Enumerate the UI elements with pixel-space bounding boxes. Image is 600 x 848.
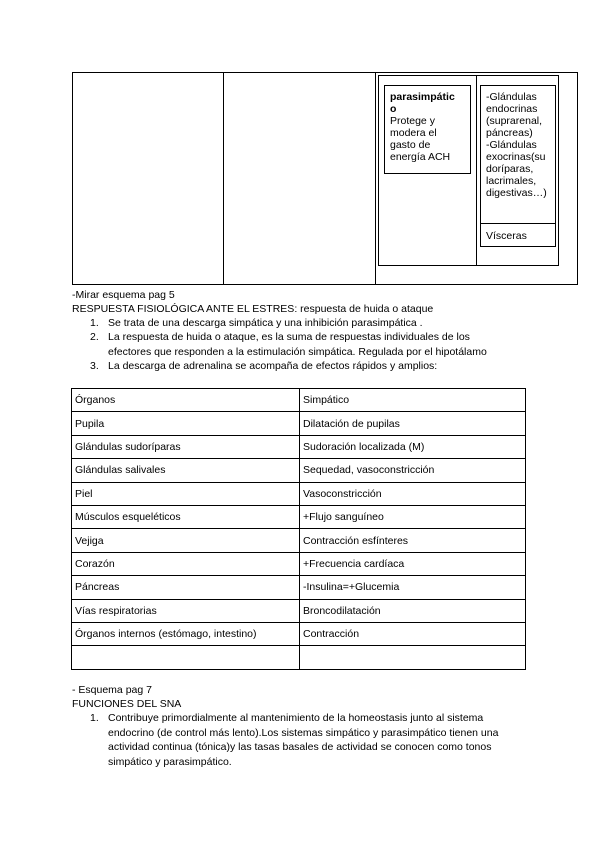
organ-table [71, 388, 526, 670]
glands-line: -Glándulas [486, 91, 537, 103]
effect-cell: +Frecuencia cardíaca [300, 552, 526, 575]
effect-cell: Contracción esfínteres [300, 529, 526, 552]
table-row [72, 576, 526, 599]
list-number: 1. [90, 317, 99, 329]
table-row [72, 622, 526, 645]
effect-cell: Broncodilatación [300, 599, 526, 622]
table-row [72, 552, 526, 575]
parasym-line: energía ACH [390, 151, 451, 163]
list-number: 2. [90, 331, 99, 343]
effect-cell [300, 646, 526, 670]
list-number: 3. [90, 360, 99, 372]
glands-line: (suprarenal, [486, 115, 543, 127]
glands-line: digestivas…) [486, 187, 547, 199]
table-row [72, 435, 526, 458]
list-item [108, 330, 538, 359]
top-table-divider-1 [223, 72, 224, 285]
list-item-line: La descarga de adrenalina se acompaña de efectos rápidos y amplios: [108, 360, 438, 372]
section2-heading: FUNCIONES DEL SNA [72, 698, 182, 710]
table-row [72, 599, 526, 622]
list-item-line: simpático y parasimpático. [108, 755, 232, 768]
top-table-divider-2 [375, 72, 376, 285]
effect-cell: Sudoración localizada (M) [300, 435, 526, 458]
glands-line: -Glándulas [486, 139, 537, 151]
glands-line: endocrinas [486, 103, 538, 115]
nested-table-divider [476, 75, 477, 266]
effect-cell: -Insulina=+Glucemia [300, 576, 526, 599]
organ-cell: Corazón [72, 552, 300, 575]
organ-cell: Órganos internos (estómago, intestino) [72, 622, 300, 645]
section1-ref: -Mirar esquema pag 5 [72, 289, 175, 301]
organ-cell: Vejiga [72, 529, 300, 552]
parasym-title-cont: o [390, 103, 397, 115]
parasym-line: modera el [390, 127, 437, 139]
glands-line: doríparas, [486, 163, 534, 175]
glands-cell-separator [480, 223, 556, 224]
organ-cell: Músculos esqueléticos [72, 505, 300, 528]
organ-cell: Vías respiratorias [72, 599, 300, 622]
organ-cell: Pupila [72, 412, 300, 435]
glands-line: lacrimales, [486, 175, 537, 187]
list-item [108, 711, 538, 769]
list-item-line: actividad continua (tónica)y las tasas basales de actividad se conocen como tonos [108, 741, 492, 753]
visceras-label: Vísceras [486, 230, 527, 242]
section1-heading: RESPUESTA FISIOLÓGICA ANTE EL ESTRES: respuesta de huida o ataque [72, 303, 434, 315]
effect-cell: Contracción [300, 622, 526, 645]
glands-line: páncreas) [486, 127, 533, 139]
table-row [72, 412, 526, 435]
parasym-line: Protege y [390, 115, 435, 127]
organ-cell [72, 646, 300, 670]
table-row [72, 482, 526, 505]
glands-line: exocrinas(su [486, 151, 546, 163]
list-item-line: Se trata de una descarga simpática y una inhibición parasimpática . [108, 317, 423, 329]
list-item [108, 359, 538, 374]
table-row [72, 505, 526, 528]
header-cell-simpatico: Simpático [300, 389, 526, 412]
header-cell-organos: Órganos [72, 389, 300, 412]
list-item-line: La respuesta de huida o ataque, es la suma de respuestas individuales de los [108, 331, 470, 343]
organ-cell: Páncreas [72, 576, 300, 599]
organ-cell: Glándulas salivales [72, 459, 300, 482]
list-number: 1. [90, 712, 99, 724]
table-row [72, 459, 526, 482]
list-item-line: Contribuye primordialmente al mantenimiento de la homeostasis junto al sistema [108, 712, 484, 724]
section2-ref: - Esquema pag 7 [72, 684, 152, 696]
table-row [72, 529, 526, 552]
parasym-title: parasimpátic [390, 91, 455, 103]
parasym-cell-text [390, 91, 470, 163]
table-header-row [72, 389, 526, 412]
list-item-line: efectores que responden a la estimulación simpática. Regulada por el hipotálamo [108, 345, 487, 358]
effect-cell: Vasoconstricción [300, 482, 526, 505]
organ-cell: Piel [72, 482, 300, 505]
parasym-line: gasto de [390, 139, 431, 151]
effect-cell: Sequedad, vasoconstricción [300, 459, 526, 482]
list-item-line: endocrino (de control más lento).Los sistemas simpático y parasimpático tienen una [108, 726, 499, 739]
list-item [108, 316, 538, 331]
glands-cell-text [486, 91, 556, 199]
effect-cell: +Flujo sanguíneo [300, 505, 526, 528]
effect-cell: Dilatación de pupilas [300, 412, 526, 435]
table-row-empty [72, 646, 526, 670]
organ-cell: Glándulas sudoríparas [72, 435, 300, 458]
